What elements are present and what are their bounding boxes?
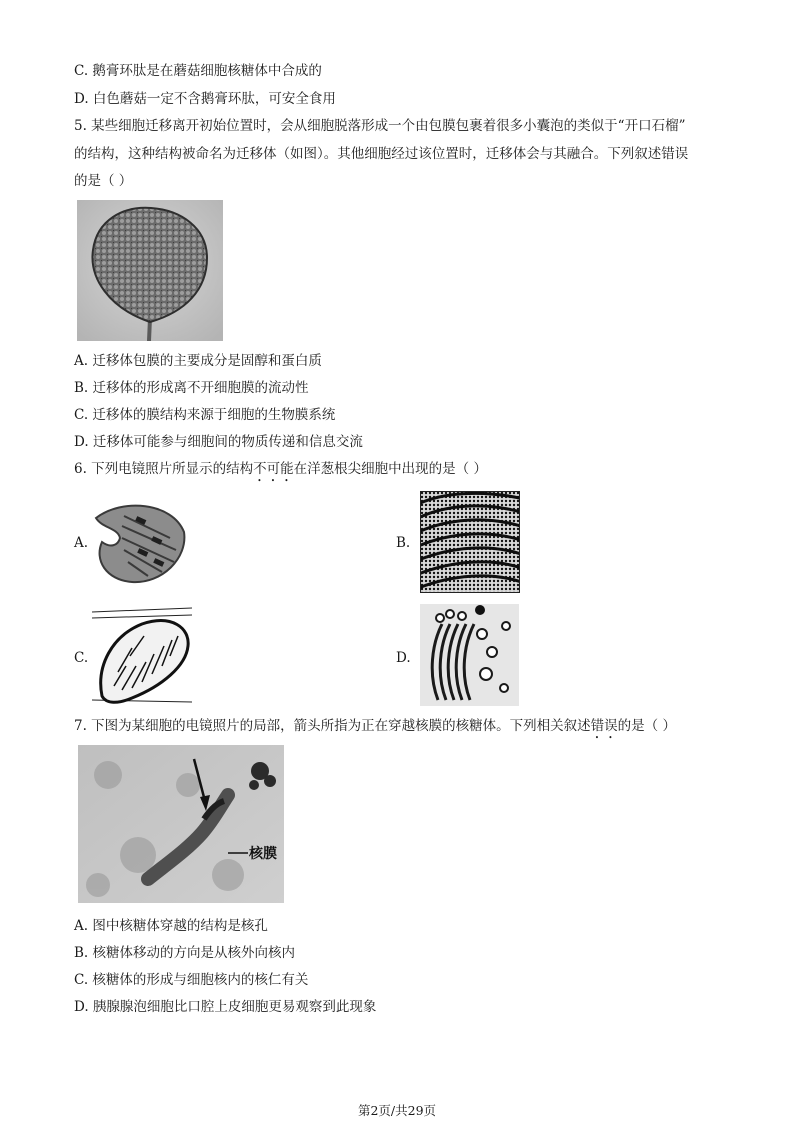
q4-option-c: C. 鹅膏环肽是在蘑菇细胞核糖体中合成的	[74, 63, 322, 79]
q5-stem-line3: 的是（ ）	[74, 173, 133, 189]
q7-option-d: D. 胰腺腺泡细胞比口腔上皮细胞更易观察到此现象	[74, 999, 377, 1015]
q7-option-a: A. 图中核糖体穿越的结构是核孔	[74, 918, 268, 934]
q6-figure-a-chloroplast	[92, 498, 188, 586]
q6-stem-after: 在洋葱根尖细胞中出现的是（ ）	[293, 461, 487, 477]
q5-stem-line2: 的结构，这种结构被命名为迁移体（如图）。其他细胞经过该位置时，迁移体会与其融合。下列叙述错误	[74, 146, 689, 162]
q6-figure-c-mitochondrion	[92, 606, 192, 706]
q6-figure-b-rough-er	[420, 491, 520, 593]
q5-option-b: B. 迁移体的形成离不开细胞膜的流动性	[74, 380, 309, 396]
q7-stem-before: 7. 下图为某细胞的电镜照片的局部，箭头所指为正在穿越核膜的核糖体。下列相关叙述	[74, 718, 591, 734]
q7-option-b: B. 核糖体移动的方向是从核外向核内	[74, 945, 296, 961]
q6-figure-d-golgi	[420, 604, 519, 706]
q7-nuclear-membrane-micrograph	[78, 745, 284, 903]
q5-stem-line1: 5. 某些细胞迁移离开初始位置时，会从细胞脱落形成一个由包膜包裹着很多小囊泡的类似于“开口石榴”	[74, 118, 686, 134]
q6-stem-emphasis: 不可能	[253, 461, 294, 477]
page-footer: 第2页/共29页	[357, 1103, 437, 1118]
q7-option-c: C. 核糖体的形成与细胞核内的核仁有关	[74, 972, 309, 988]
q5-option-d: D. 迁移体可能参与细胞间的物质传递和信息交流	[74, 434, 363, 450]
q7-figure-label: 核膜	[249, 845, 277, 861]
q6-stem-before: 6. 下列电镜照片所显示的结构	[74, 461, 254, 477]
q6-label-c: C.	[74, 650, 89, 666]
q7-stem	[74, 717, 676, 742]
q4-option-d: D. 白色蘑菇一定不含鹅膏环肽，可安全食用	[74, 91, 336, 107]
q6-label-a: A.	[74, 535, 89, 551]
q7-stem-after: 的是（ ）	[617, 718, 676, 734]
q6-stem	[74, 460, 487, 485]
q5-option-c: C. 迁移体的膜结构来源于细胞的生物膜系统	[74, 407, 336, 423]
q5-migrasome-micrograph	[77, 200, 223, 341]
q5-option-a: A. 迁移体包膜的主要成分是固醇和蛋白质	[74, 353, 322, 369]
q7-stem-emphasis: 错误	[590, 718, 618, 734]
q6-label-b: B.	[396, 535, 411, 551]
q6-label-d: D.	[396, 650, 411, 666]
